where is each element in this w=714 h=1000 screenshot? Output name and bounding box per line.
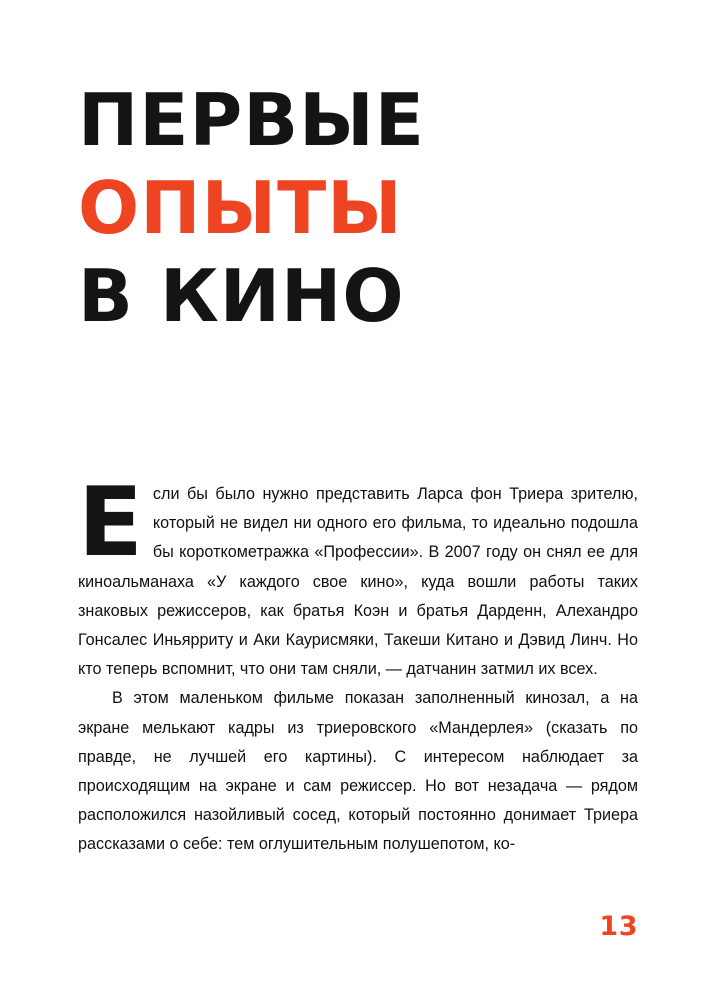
chapter-title-line-2: ОПЫТЫ — [78, 166, 403, 250]
paragraph-2: В этом маленьком фильме показан заполненный кинозал, а на экране мелькают кадры из триеровского «Мандерлея» (сказать по правде, не лучшей его картины). С интересом наблюдает за происходящим на экране и сам режиссер. Но вот незадача — рядом расположился назойливый сосед, который постоянно донимает Триера рассказами о себе: тем оглушительным полушепотом, ко- — [78, 689, 638, 854]
chapter-title — [78, 76, 638, 340]
drop-cap: Е — [78, 468, 143, 578]
page-number: 13 — [599, 911, 638, 942]
body-text — [78, 468, 638, 860]
chapter-title-line-3: В КИНО — [78, 254, 405, 338]
paragraph-1-text: сли бы было нужно представить Ларса фон Триера зрителю, который не видел ни одного его фильма, то идеально подошла бы короткометражка «Профессии». В 2007 году он снял ее для киноальманаха «У каждого свое кино», куда вошли работы таких знаковых режиссеров, как братья Коэн и братья Дарденн, Алехандро Гонсалес Иньярриту и Аки Каурисмяки, Такеши Китано и Дэвид Линч. Но кто теперь вспомнит, что они там сняли, — датчанин затмил их всех. — [78, 485, 638, 679]
chapter-title-line-1: ПЕРВЫЕ — [78, 78, 425, 162]
paragraph-1 — [78, 468, 638, 684]
